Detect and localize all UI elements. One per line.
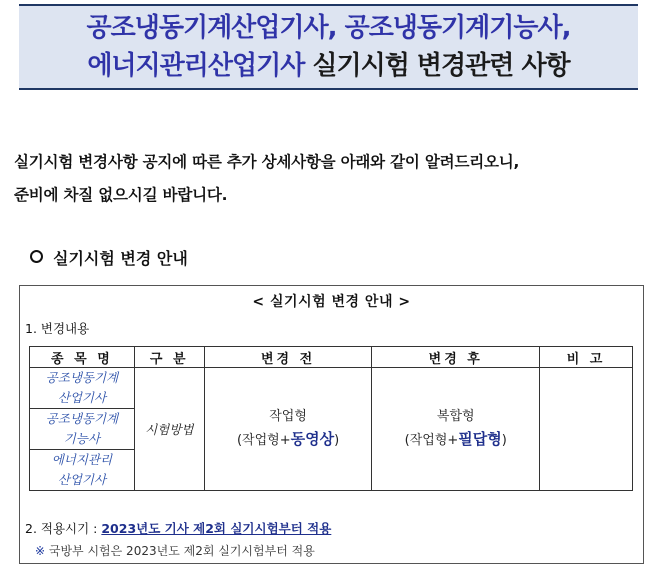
intro-line-1: 실기시험 변경사항 공지에 따른 추가 상세사항을 아래와 같이 알려드리오니, — [14, 153, 520, 171]
intro-paragraph — [14, 146, 644, 212]
item-2-label: 2. 적용시기 : — [25, 521, 102, 536]
section-heading — [30, 246, 188, 269]
note-mark: ※ — [35, 544, 46, 558]
item-2 — [25, 519, 331, 537]
before-suffix: ) — [334, 433, 340, 448]
item-name-cell — [30, 409, 135, 450]
title-banner — [19, 4, 638, 90]
table-header-row — [30, 347, 633, 368]
before-cell — [204, 368, 372, 491]
item-2-value: 2023년도 기사 제2회 실기시험부터 적용 — [101, 521, 332, 536]
title-line-1: 공조냉동기계산업기사, 공조냉동기계기능사, — [86, 13, 571, 43]
after-emphasis: 필답형 — [458, 430, 502, 448]
item-name-cell — [30, 368, 135, 409]
item-name-line1: 공조냉동기계 — [45, 370, 119, 385]
after-suffix: ) — [501, 433, 507, 448]
category-cell: 시험방법 — [134, 368, 204, 491]
header-after: 변경 후 — [372, 347, 540, 368]
before-prefix: (작업형+ — [236, 433, 291, 448]
after-prefix: (작업형+ — [404, 433, 459, 448]
item-name-line2: 산업기사 — [57, 390, 107, 405]
note — [35, 542, 315, 559]
item-1-label: 1. 변경내용 — [25, 321, 90, 336]
header-item-name: 종 목 명 — [30, 347, 135, 368]
section-heading-text: 실기시험 변경 안내 — [53, 249, 188, 268]
table-row — [30, 368, 633, 409]
after-cell — [372, 368, 540, 491]
intro-line-2: 준비에 차질 없으시길 바랍니다. — [14, 186, 228, 204]
header-before: 변경 전 — [204, 347, 372, 368]
header-category: 구 분 — [134, 347, 204, 368]
title-line-2 — [19, 47, 638, 85]
circle-bullet-icon — [30, 250, 43, 263]
item-name-line1: 에너지관리 — [51, 452, 113, 467]
item-name-cell — [30, 450, 135, 491]
before-main: 작업형 — [269, 409, 307, 424]
note-text: 국방부 시험은 2023년도 제2회 실기시험부터 적용 — [45, 544, 315, 558]
title-blue-part: 에너지관리산업기사 — [87, 51, 305, 81]
changes-table — [29, 346, 633, 491]
item-name-line2: 기능사 — [63, 431, 101, 446]
title-dark-part: 실기시험 변경관련 사항 — [304, 51, 570, 81]
notice-box — [19, 285, 644, 564]
header-remark: 비 고 — [540, 347, 633, 368]
after-main: 복합형 — [436, 409, 475, 424]
notice-box-title: < 실기시험 변경 안내 > — [252, 294, 411, 310]
before-emphasis: 동영상 — [290, 430, 335, 448]
item-name-line2: 산업기사 — [57, 472, 107, 487]
item-name-line1: 공조냉동기계 — [45, 411, 119, 426]
remark-cell — [540, 368, 633, 491]
